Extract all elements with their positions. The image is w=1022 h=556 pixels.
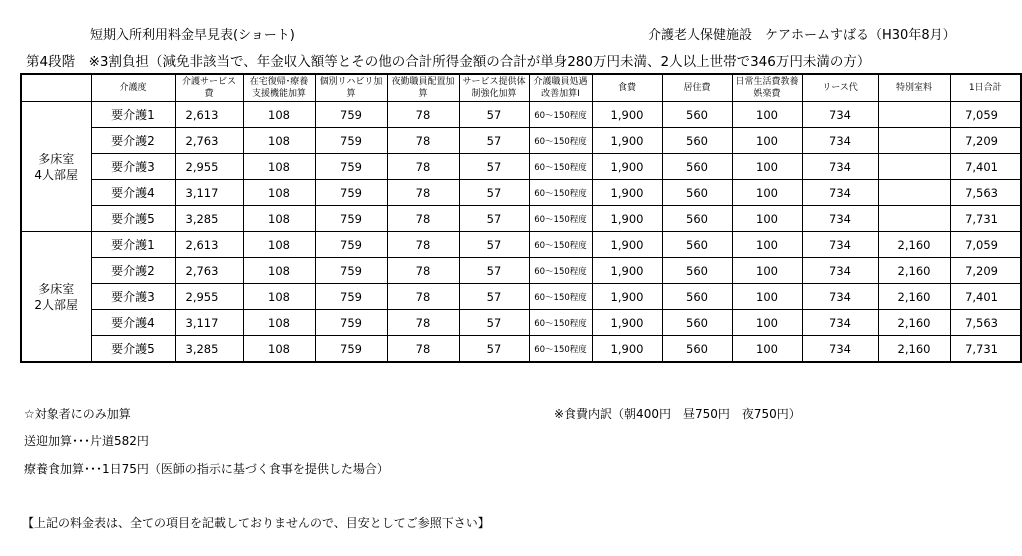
fee-cell: 57 xyxy=(459,310,529,336)
fee-cell: 78 xyxy=(387,258,459,284)
fee-cell: 60～150程度 xyxy=(529,310,592,336)
therapeutic-meal-note: 療養食加算･･･1日75円（医師の指示に基づく食事を提供した場合） xyxy=(24,462,389,476)
fee-cell xyxy=(878,180,950,206)
fee-cell: 1,900 xyxy=(592,258,662,284)
fee-cell: 57 xyxy=(459,206,529,232)
fee-cell: 2,955 xyxy=(175,154,243,180)
fee-cell: 78 xyxy=(387,336,459,363)
fee-cell: 2,160 xyxy=(878,336,950,363)
fee-cell: 759 xyxy=(315,232,387,258)
fee-cell: 7,059 xyxy=(950,102,1021,128)
fee-cell: 78 xyxy=(387,284,459,310)
fee-cell: 100 xyxy=(732,102,802,128)
fee-cell: 7,209 xyxy=(950,128,1021,154)
fee-cell: 7,731 xyxy=(950,336,1021,363)
fee-cell: 1,900 xyxy=(592,128,662,154)
fee-cell: 1,900 xyxy=(592,336,662,363)
fee-cell: 734 xyxy=(802,310,878,336)
fee-cell: 560 xyxy=(662,310,732,336)
fee-cell: 7,401 xyxy=(950,284,1021,310)
fee-cell: 108 xyxy=(243,154,315,180)
header-cell: 在宅復帰･療養支援機能加算 xyxy=(243,74,315,102)
care-level-cell: 要介護4 xyxy=(91,180,175,206)
fee-cell: 2,160 xyxy=(878,310,950,336)
fee-cell: 78 xyxy=(387,128,459,154)
fee-cell: 100 xyxy=(732,258,802,284)
care-level-cell: 要介護3 xyxy=(91,154,175,180)
table-row xyxy=(21,232,1021,258)
fee-cell: 57 xyxy=(459,284,529,310)
fee-cell: 78 xyxy=(387,154,459,180)
care-level-cell: 要介護2 xyxy=(91,128,175,154)
fee-cell: 1,900 xyxy=(592,206,662,232)
fee-cell xyxy=(878,206,950,232)
header-cell: 居住費 xyxy=(662,74,732,102)
fee-cell: 57 xyxy=(459,258,529,284)
header-cell: サービス提供体制強化加算 xyxy=(459,74,529,102)
facility-name: 介護老人保健施設 ケアホームすばる（H30年8月） xyxy=(648,28,956,43)
fee-cell: 734 xyxy=(802,336,878,363)
stage-description: 第4段階 ※3割負担（減免非該当で、年金収入額等とその他の合計所得金額の合計が単身280万円未満、2人以上世帯で346万円未満の方） xyxy=(26,54,871,70)
fee-cell: 60～150程度 xyxy=(529,258,592,284)
fee-cell: 2,763 xyxy=(175,258,243,284)
care-level-cell: 要介護5 xyxy=(91,206,175,232)
fee-cell: 759 xyxy=(315,128,387,154)
table-row xyxy=(21,284,1021,310)
header-corner xyxy=(21,74,91,102)
header-cell: 1日合計 xyxy=(950,74,1021,102)
table-row xyxy=(21,128,1021,154)
fee-cell: 759 xyxy=(315,310,387,336)
fee-cell: 78 xyxy=(387,102,459,128)
fee-cell: 734 xyxy=(802,128,878,154)
fee-cell: 100 xyxy=(732,310,802,336)
fee-cell: 734 xyxy=(802,258,878,284)
fee-cell: 100 xyxy=(732,206,802,232)
fee-cell: 759 xyxy=(315,154,387,180)
disclaimer: 【上記の料金表は、全ての項目を記載しておりませんので、目安としてご参照下さい】 xyxy=(22,516,490,530)
header-cell: 介護サービス費 xyxy=(175,74,243,102)
fee-cell: 7,563 xyxy=(950,310,1021,336)
fee-cell: 108 xyxy=(243,258,315,284)
fee-cell: 108 xyxy=(243,232,315,258)
meal-breakdown-note: ※食費内訳（朝400円 昼750円 夜750円） xyxy=(554,407,801,421)
fee-cell: 60～150程度 xyxy=(529,180,592,206)
fee-cell: 759 xyxy=(315,102,387,128)
room-type-cell: 多床室 4人部屋 xyxy=(21,102,91,232)
fee-cell: 78 xyxy=(387,180,459,206)
fee-cell: 108 xyxy=(243,284,315,310)
header-cell: リース代 xyxy=(802,74,878,102)
fee-cell: 734 xyxy=(802,180,878,206)
header-cell: 日常生活費教養娯楽費 xyxy=(732,74,802,102)
care-level-cell: 要介護3 xyxy=(91,284,175,310)
fee-cell: 1,900 xyxy=(592,180,662,206)
care-level-cell: 要介護4 xyxy=(91,310,175,336)
fee-cell: 2,955 xyxy=(175,284,243,310)
document-title: 短期入所利用料金早見表(ショート) xyxy=(90,28,295,43)
table-row xyxy=(21,180,1021,206)
fee-cell: 108 xyxy=(243,336,315,363)
fee-cell: 560 xyxy=(662,336,732,363)
transport-fee-note: 送迎加算･･･片道582円 xyxy=(24,434,149,448)
fee-cell: 57 xyxy=(459,128,529,154)
table-row xyxy=(21,206,1021,232)
fee-cell: 734 xyxy=(802,206,878,232)
fee-table xyxy=(20,73,1022,363)
fee-cell: 560 xyxy=(662,206,732,232)
fee-cell: 759 xyxy=(315,206,387,232)
fee-cell: 60～150程度 xyxy=(529,102,592,128)
fee-cell: 734 xyxy=(802,232,878,258)
fee-cell: 108 xyxy=(243,206,315,232)
fee-cell: 108 xyxy=(243,102,315,128)
fee-cell: 100 xyxy=(732,336,802,363)
fee-cell: 3,285 xyxy=(175,206,243,232)
fee-cell: 108 xyxy=(243,180,315,206)
header-row xyxy=(21,74,1021,102)
fee-cell: 60～150程度 xyxy=(529,128,592,154)
fee-cell: 759 xyxy=(315,180,387,206)
care-level-cell: 要介護1 xyxy=(91,232,175,258)
fee-cell xyxy=(878,128,950,154)
fee-cell: 78 xyxy=(387,232,459,258)
fee-cell: 7,731 xyxy=(950,206,1021,232)
fee-cell: 1,900 xyxy=(592,284,662,310)
fee-cell: 734 xyxy=(802,154,878,180)
fee-cell: 734 xyxy=(802,284,878,310)
fee-cell: 7,209 xyxy=(950,258,1021,284)
header-cell: 夜勤職員配置加算 xyxy=(387,74,459,102)
notes-title: ☆対象者にのみ加算 xyxy=(24,407,131,421)
fee-cell: 560 xyxy=(662,102,732,128)
fee-cell: 560 xyxy=(662,258,732,284)
fee-cell: 560 xyxy=(662,128,732,154)
fee-cell: 60～150程度 xyxy=(529,154,592,180)
fee-cell: 60～150程度 xyxy=(529,284,592,310)
fee-table-body xyxy=(21,74,1021,362)
fee-cell xyxy=(878,154,950,180)
fee-cell: 100 xyxy=(732,128,802,154)
fee-cell: 1,900 xyxy=(592,102,662,128)
fee-cell: 78 xyxy=(387,310,459,336)
fee-cell: 3,285 xyxy=(175,336,243,363)
fee-cell: 100 xyxy=(732,284,802,310)
table-row xyxy=(21,102,1021,128)
fee-cell: 560 xyxy=(662,232,732,258)
fee-cell: 3,117 xyxy=(175,310,243,336)
fee-cell: 759 xyxy=(315,336,387,363)
care-level-cell: 要介護5 xyxy=(91,336,175,363)
table-row xyxy=(21,258,1021,284)
fee-cell: 2,160 xyxy=(878,258,950,284)
fee-cell: 57 xyxy=(459,336,529,363)
fee-cell: 57 xyxy=(459,180,529,206)
fee-cell: 560 xyxy=(662,284,732,310)
fee-cell: 57 xyxy=(459,102,529,128)
header-cell: 介護職員処遇改善加算Ⅰ xyxy=(529,74,592,102)
fee-cell: 560 xyxy=(662,180,732,206)
fee-cell: 60～150程度 xyxy=(529,336,592,363)
fee-cell: 100 xyxy=(732,180,802,206)
fee-cell: 560 xyxy=(662,154,732,180)
fee-cell: 759 xyxy=(315,258,387,284)
fee-cell: 3,117 xyxy=(175,180,243,206)
fee-cell: 100 xyxy=(732,154,802,180)
header-cell: 介護度 xyxy=(91,74,175,102)
fee-cell: 2,613 xyxy=(175,102,243,128)
header-cell: 食費 xyxy=(592,74,662,102)
fee-cell: 7,059 xyxy=(950,232,1021,258)
room-type-cell: 多床室 2人部屋 xyxy=(21,232,91,363)
fee-cell: 100 xyxy=(732,232,802,258)
fee-cell: 2,160 xyxy=(878,232,950,258)
care-level-cell: 要介護1 xyxy=(91,102,175,128)
fee-cell: 1,900 xyxy=(592,154,662,180)
fee-cell: 108 xyxy=(243,128,315,154)
fee-cell: 2,763 xyxy=(175,128,243,154)
fee-cell: 7,563 xyxy=(950,180,1021,206)
table-row xyxy=(21,154,1021,180)
fee-cell xyxy=(878,102,950,128)
fee-cell: 1,900 xyxy=(592,232,662,258)
fee-cell: 57 xyxy=(459,232,529,258)
fee-cell: 108 xyxy=(243,310,315,336)
fee-cell: 78 xyxy=(387,206,459,232)
fee-cell: 734 xyxy=(802,102,878,128)
table-row xyxy=(21,310,1021,336)
fee-cell: 759 xyxy=(315,284,387,310)
fee-cell: 2,613 xyxy=(175,232,243,258)
fee-cell: 7,401 xyxy=(950,154,1021,180)
fee-cell: 1,900 xyxy=(592,310,662,336)
care-level-cell: 要介護2 xyxy=(91,258,175,284)
fee-cell: 60～150程度 xyxy=(529,232,592,258)
header-cell: 個別リハビリ加算 xyxy=(315,74,387,102)
table-row xyxy=(21,336,1021,363)
fee-cell: 2,160 xyxy=(878,284,950,310)
header-cell: 特別室料 xyxy=(878,74,950,102)
fee-cell: 57 xyxy=(459,154,529,180)
fee-cell: 60～150程度 xyxy=(529,206,592,232)
